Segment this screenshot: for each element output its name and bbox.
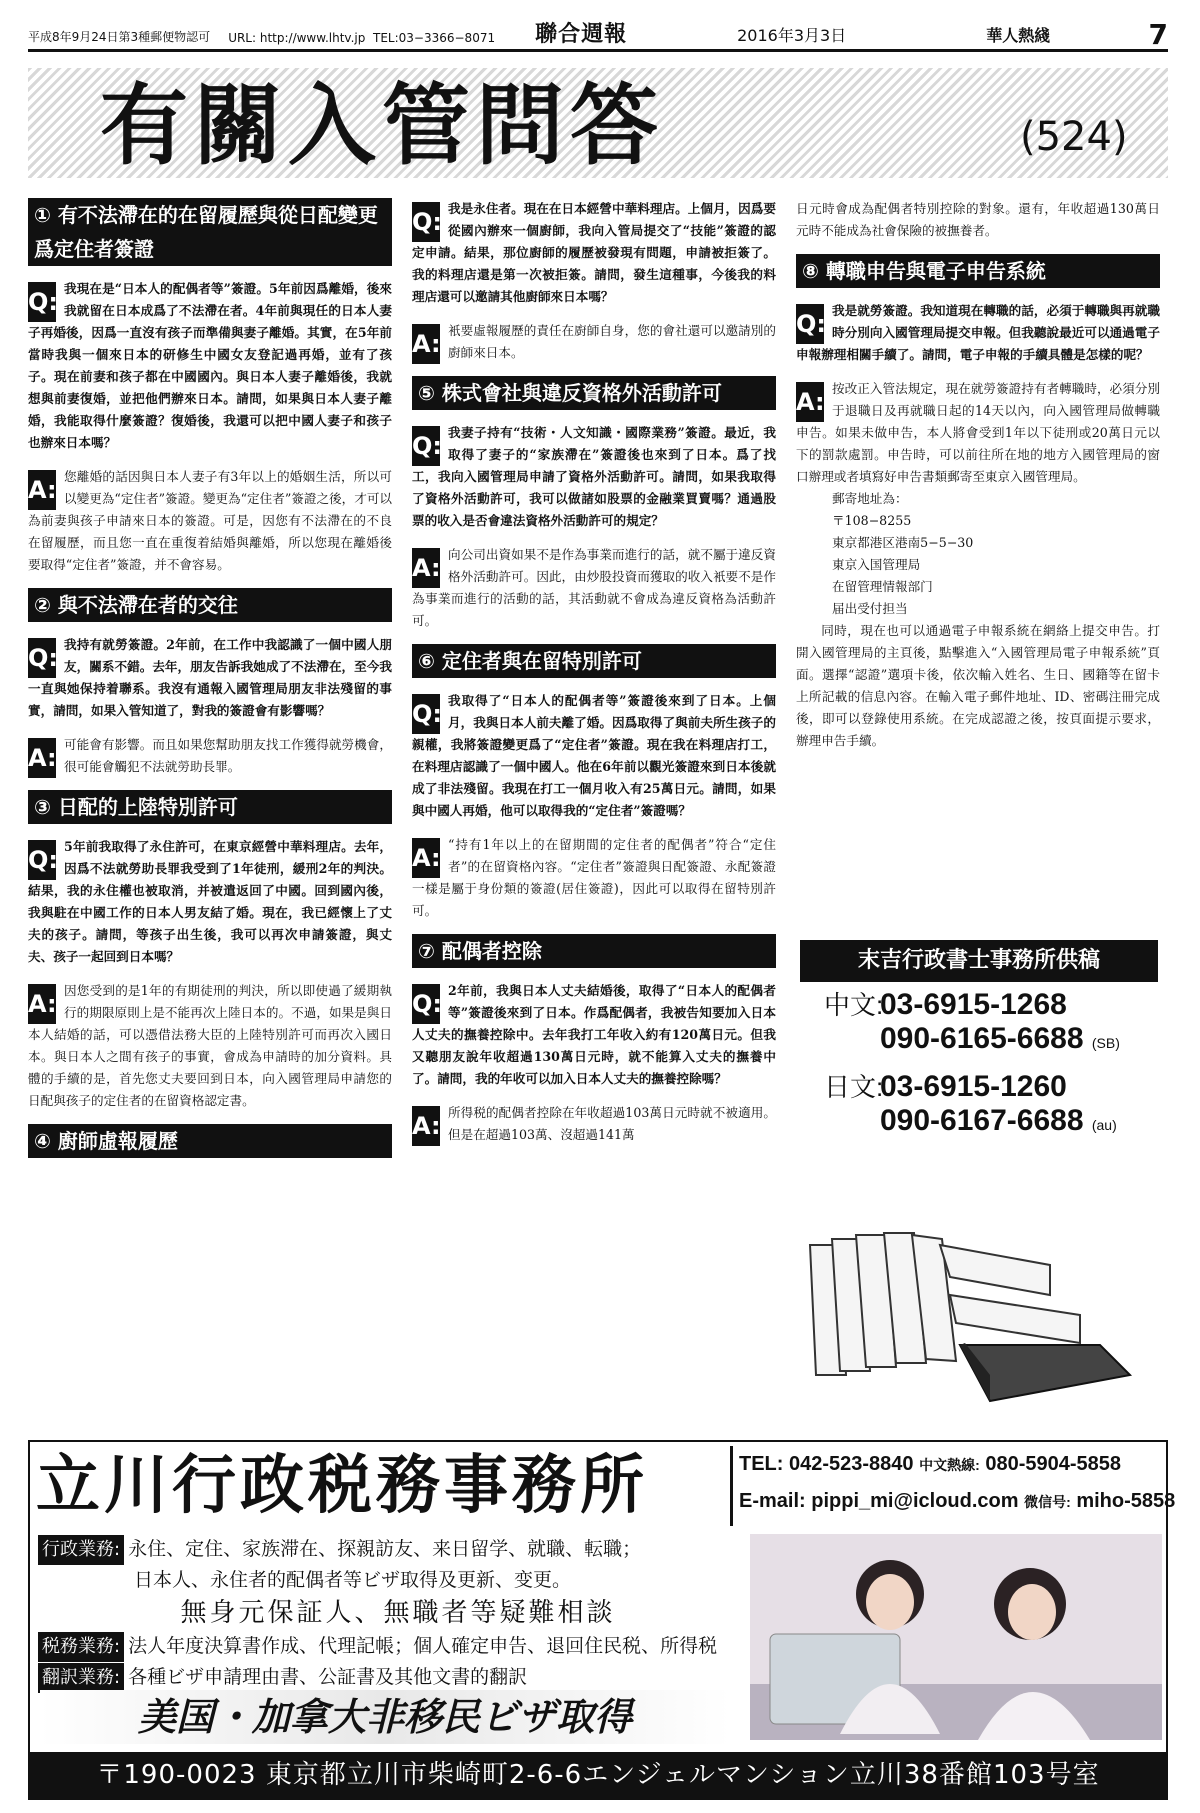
sponsor-box (800, 940, 1158, 1142)
page-title: 有關入管問答 (100, 74, 665, 177)
a-mark-icon: A: (796, 382, 824, 422)
question: Q: 我持有就勞簽證。2年前，在工作中我認識了一個中國人朋友，關系不錯。去年，朋友告訴我她成了不法滯在，至今我一直與她保持着聯系。我沒有通報入國管理局朋友非法殘留的事實，請問，如果入管知道了，對我的簽證會有影響嗎？ (28, 637, 392, 718)
section-heading: ⑧ 轉職申告與電子申告系統 (796, 254, 1160, 288)
ja-phone-1: 日文:03-6915-1260 (824, 1070, 1067, 1103)
answer: A: 向公司出資如果不是作為事業而進行的話，就不屬于違反資格外活動許可。因此，由炒股投資而獲取的收入衹要不是作為事業而進行的活動的話，其活動就不會成為違反資格為活動許可。 (412, 547, 776, 628)
q-mark-icon: Q: (28, 282, 56, 322)
answer: A: 可能會有影響。而且如果您幫助朋友找工作獲得就勞機會，很可能會觸犯不法就勞助長罪。 (28, 734, 392, 778)
question: Q: 5年前我取得了永住許可，在東京經營中華料理店。去年，因爲不法就勞助長罪我受到了1年徒刑，緩刑2年的判決。結果，我的永住權也被取消，并被遣返回了中國。回到國內後，我與駐在中國工作的日本人男友結了婚。現在，我已經懷上了丈夫的孩子。請問，等孩子出生後，我可以再次申請簽證，與丈夫、孩子一起回到日本嗎？ (28, 839, 392, 964)
section-heading: ③ 日配的上陸特別許可 (28, 790, 392, 824)
section-heading: ② 與不法滯在者的交往 (28, 588, 392, 622)
section-heading: ① 有不法滯在的在留履歷與從日配變更爲定住者簽證 (28, 198, 392, 266)
q-mark-icon: Q: (412, 984, 440, 1024)
site-url: URL: http://www.lhtv.jp TEL:03−3366−8071 (228, 31, 496, 45)
q-mark-icon: Q: (412, 694, 440, 734)
question: Q: 2年前，我與日本人丈夫結婚後，取得了“日本人的配偶者等”簽證後來到了日本。作爲配偶者，我被告知要加入日本人丈夫的撫養控除中。去年我打工年收入約有120萬日元。但我又聽朋友說年收超過130萬日元時，就不能算入丈夫的撫養中了。請問，我的年收可以加入日本人丈夫的撫養控除嗎？ (412, 983, 776, 1086)
answer-continued: 日元時會成為配偶者特別控除的對象。還有，年收超過130萬日元時不能成為社會保險的被撫養者。 (796, 201, 1160, 238)
mailing-address: 郵寄地址為： 〒108−8255 東京都港区港南5−5−30 東京入国管理局 在留管理情報部门 届出受付担当 (832, 491, 974, 616)
section-heading: ⑥ 定住者與在留特別許可 (412, 644, 776, 678)
answer: A: “持有1年以上的在留期間的定住者的配偶者”符合“定住者”的在留資格內容。“定住者”簽證與日配簽證、永配簽證一樣是屬于身份類的簽證(居住簽證)，因此可以取得在留特別許可。 (412, 837, 776, 918)
ad-contact: TEL: 042-523-8840 中文熱線: 080-5904-5858 E-mail: pippi_mi@icloud.com 微信号: miho-5858 (730, 1446, 1164, 1526)
paper-name: 聯合週報 (535, 22, 628, 47)
ad-slogan: 美国・加拿大非移民ビザ取得 (40, 1690, 730, 1744)
answer: A: 您離婚的話因與日本人妻子有3年以上的婚姻生活，所以可以變更為“定住者”簽證。變更為“定住者”簽證之後，才可以為前妻與孩子申請來日本的簽證。可是，因您有不法滯在的不良在留履歷，而且您一直在重復着結婚與離婚，所以您現在離婚後要取得“定住者”簽證，并不會容易。 (28, 469, 393, 572)
ad-address: 〒190-0023 東京都立川市柴崎町2-6-6エンジェルマンション立川38番館103号室 (30, 1752, 1166, 1798)
issue-date: 2016年3月3日 (737, 26, 847, 45)
question: Q: 我妻子持有“技術・人文知識・國際業務”簽證。最近，我取得了妻子的“家族滯在”簽證後也來到了日本。爲了找工，我向入國管理局申請了資格外活動許可。請問，如果我取得了資格外活動許可，我可以做諸如股票的金融業買賣嗎？通過股票的收入是否會違法資格外活動許可的規定？ (412, 425, 776, 528)
a-mark-icon: A: (412, 1106, 440, 1146)
title-number: (524) (1020, 114, 1128, 160)
q-mark-icon: Q: (412, 426, 440, 466)
service-tag: 税務業務: (38, 1632, 124, 1662)
answer-more: 同時，現在也可以通過電子申報系統在網絡上提交申告。打開入國管理局的主頁後，點擊進入“入國管理局電子申報系統”頁面。選擇“認證”選項卡後，依次輸入姓名、生日、國籍等在留卡上所記載的信息內容。在輸入電子郵件地址、ID、密碼注冊完成後，即可以登錄使用系統。在完成認證之後，按頁面提示要求，辦理申告手續。 (796, 623, 1160, 748)
a-mark-icon: A: (412, 324, 440, 364)
section-name: 華人熱綫 (986, 26, 1051, 45)
column-1 (28, 198, 392, 1170)
service-tag: 行政業務: (38, 1535, 124, 1565)
answer: A: 按改正入管法規定，現在就勞簽證持有者轉職時，必須分別于退職日及再就職日起的14天以內，向入國管理局做轉職申告。如果未做申告，本人將會受到1年以下徒刑或20萬日元以下的罰款處罰。申告時，可以前往所在地的地方入國管理局的窗口辦理或者填寫好申告書類郵寄至東京入國管理局。 (796, 381, 1160, 484)
a-mark-icon: A: (412, 838, 440, 878)
zh-phone-2: 090-6165-6688 (SB) (880, 1022, 1120, 1055)
postal-permit: 平成8年9月24日第3種郵便物認可 (28, 30, 211, 44)
column-3 (796, 198, 1160, 764)
office-staff-photo (750, 1534, 1162, 1740)
zh-phone-1: 中文:03-6915-1268 (824, 988, 1067, 1021)
q-mark-icon: Q: (28, 638, 56, 678)
sponsor-heading: 末吉行政書士事務所供稿 (800, 940, 1158, 982)
q-mark-icon: Q: (796, 304, 824, 344)
ad-services: 行政業務: 永住、定住、家族滞在、探親訪友、来日留学、就職、転職； 日本人、永住者的配偶者等ビザ取得及更新、变更。 無身元保証人、無職者等疑難相談 税務業務: 法人年度決算書作成、代理記帳；個人確定申告、退回住民税、所得税 翻訳業務: 各種ビザ申請理由書、公証書及其他文書的翻訳 (38, 1534, 758, 1693)
question: Q: 我是永住者。現在在日本經營中華料理店。上個月，因爲要從國內辦來一個廚師，我向入管局提交了“技能”簽證的認定申請。結果，那位廚師的履歷被發現有問題，申請被拒簽了。我的料理店還是第一次被拒簽。請問，發生這種事，今後我的料理店還可以邀請其他廚師來日本嗎？ (412, 201, 776, 304)
page-header (28, 18, 1168, 52)
ad-office-name: 立川行政税務事務所 (36, 1448, 648, 1523)
service-tag: 翻訳業務: (38, 1663, 124, 1693)
section-heading: ⑦ 配偶者控除 (412, 934, 776, 968)
a-mark-icon: A: (28, 984, 56, 1024)
a-mark-icon: A: (28, 470, 56, 510)
question: Q: 我取得了“日本人的配偶者等”簽證後來到了日本。上個月，我與日本人前夫離了婚。因爲取得了與前夫所生孩子的親權，我將簽證變更爲了“定住者”簽證。現在我在料理店打工，在料理店認識了一個中國人。他在6年前以觀光簽證來到日本後就成了非法殘留。我現在打工一個月收入有25萬日元。請問，如果與中國人再婚，他可以取得我的“定住者”簽證嗎？ (412, 693, 776, 818)
ja-phone-2: 090-6167-6688 (au) (880, 1104, 1117, 1137)
column-2 (412, 198, 776, 1158)
section-heading: ④ 廚師虛報履歷 (28, 1124, 392, 1158)
advertisement (28, 1440, 1176, 1800)
q-mark-icon: Q: (412, 202, 440, 242)
a-mark-icon: A: (412, 548, 440, 588)
answer: A: 所得税的配偶者控除在年收超過103萬日元時就不被適用。但是在超過103萬、沒超過141萬 (412, 1102, 776, 1146)
answer: A: 因您受到的是1年的有期徒刑的判決，所以即使過了緩期執行的期限原則上是不能再次上陸日本的。不過，如果是與日本人結婚的話，可以憑借法務大臣的上陸特別許可而再次入國日本。與日本人之間有孩子的事實，會成為申請時的加分資料。具體的手續的是，首先您丈夫要回到日本，向入國管理局申請您的日配與孩子的定住者的在留資格認定書。 (28, 983, 392, 1108)
a-mark-icon: A: (28, 738, 56, 778)
section-heading: ⑤ 株式會社與違反資格外活動許可 (412, 376, 776, 410)
page-number: 7 (1148, 18, 1168, 51)
q-mark-icon: Q: (28, 840, 56, 880)
books-illustration (800, 1225, 1140, 1405)
question: Q: 我是就勞簽證。我知道現在轉職的話，必須于轉職與再就職時分別向入國管理局提交申報。但我聽說最近可以通過電子申報辦理相關手續了。請問，電子申報的手續具體是怎樣的呢？ (796, 303, 1160, 362)
answer: A: 衹要虛報履歷的責任在廚師自身，您的會社還可以邀請別的廚師來日本。 (412, 320, 776, 364)
question: Q: 我現在是“日本人的配偶者等”簽證。5年前因爲離婚，後來我就留在日本成爲了不法滯在者。4年前與現任的日本人妻子再婚後，因爲一直沒有孩子而準備與妻子離婚。其實，在5年前當時我與一個來日本的研修生中國女友登記過再婚，並有了孩子。現在前妻和孩子都在中國國內。與日本人妻子離婚後，我就想與前妻復婚，並把他們辦來日本。請問，如果與日本人妻子離婚，我能取得什麼簽證？復婚後，我還可以把中國人妻子和孩子也辦來日本嗎？ (28, 281, 392, 450)
